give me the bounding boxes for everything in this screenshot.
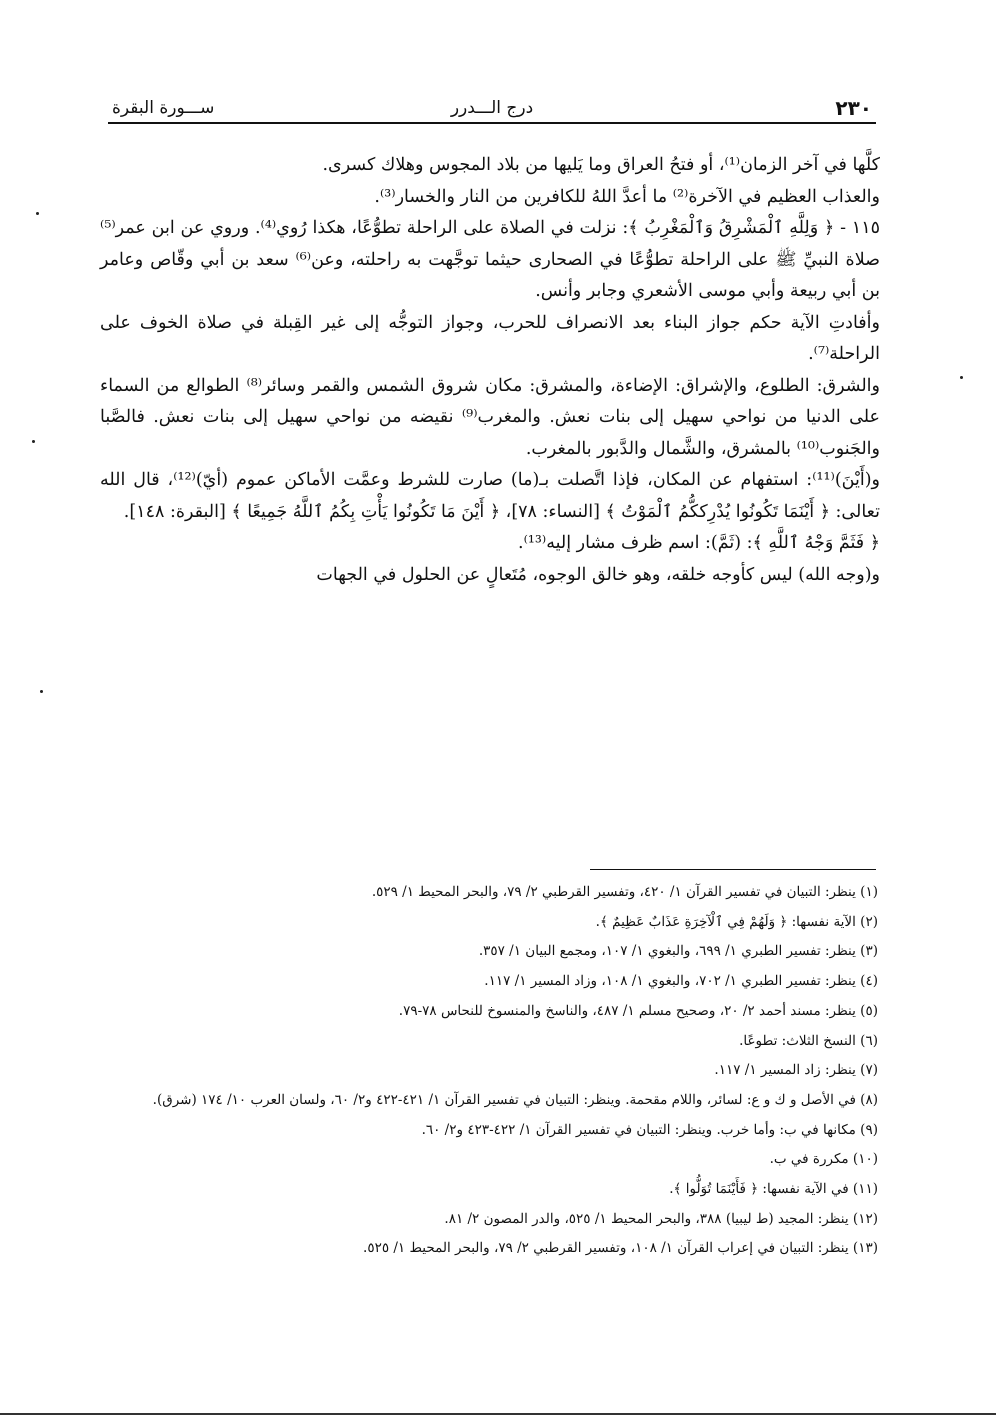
footnote: (١١) في الآية نفسها: ﴿ فَأَيْنَمَا تُوَلُّوا ﴾. — [669, 1181, 878, 1198]
paragraph: وأفادتِ الآية حكم جواز البناء بعد الانصراف للحرب، وجواز التوجُّه إلى غير القِبلة في صلاة الخوف على الراحلة⁽⁷⁾. — [100, 312, 880, 364]
scan-edge — [0, 1413, 996, 1415]
footnote-separator — [590, 869, 876, 870]
footnote: (١٠) مكررة في ب. — [769, 1151, 878, 1168]
paragraph: والشرق: الطلوع، والإشراق: الإضاءة، والمشرق: مكان شروق الشمس والقمر وسائر⁽⁸⁾ الطوالع من السماء على الدنيا من نواحي سهيل إلى بنات نعش. والمغرب⁽⁹⁾ نقيضه من نواحي سهيل إلى بنات نعش. فالصَّبا والجَنوب⁽¹⁰⁾ بالمشرق، والشَّمال والدَّبور بالمغرب. — [100, 375, 880, 459]
paragraph: والعذاب العظيم في الآخرة⁽²⁾ ما أعدَّ اللهُ للكافرين من النار والخسار⁽³⁾. — [374, 186, 880, 207]
footnote: (٥) ينظر: مسند أحمد ٢/ ٢٠، وصحيح مسلم ١/ ٤٨٧، والناسخ والمنسوخ للنحاس ٧٨-٧٩. — [398, 1002, 878, 1019]
paragraph: ١١٥ - ﴿ وَلِلَّهِ ٱلْمَشْرِقُ وَٱلْمَغْرِبُ ﴾: نزلت في الصلاة على الراحلة تطوُّعًا، هكذا رُوي⁽⁴⁾. وروي عن ابن عمر⁽⁵⁾ صلاة النبيِّ ﷺ على الراحلة تطوُّعًا في الصحارى حيثما توجَّهت به راحلته، وعن⁽⁶⁾ سعد بن أبي وقّاص وعامر بن أبي ربيعة وأبي موسى الأشعري وجابر وأنس. — [100, 218, 880, 301]
scan-speck — [960, 376, 963, 379]
footnote: (٩) مكانها في ب: وأما خرب. وينظر: التبيان في تفسير القرآن ١/ ٤٢٢-٤٢٣ و٢/ ٦٠. — [421, 1121, 878, 1138]
scan-speck — [40, 690, 43, 693]
main-text — [100, 150, 880, 591]
footnote: (١٣) ينظر: التبيان في إعراب القرآن ١/ ١٠٨، وتفسير القرطبي ٢/ ٧٩، والبحر المحيط ١/ ٥٢٥. — [363, 1240, 878, 1257]
paragraph: ﴿ فَثَمَّ وَجْهُ ٱللَّهِ ﴾: (ثَمَّ): اسم ظرف مشار إليه⁽¹³⁾. — [518, 533, 880, 553]
footnote: (٧) ينظر: زاد المسير ١/ ١١٧. — [714, 1062, 878, 1079]
scan-speck — [32, 440, 35, 443]
footnote: (٨) في الأصل و ك و ع: لسائر، واللام مقحمة. وينظر: التبيان في تفسير القرآن ١/ ٤٢١-٤٢٢ و٢/ ٦٠، ولسان العرب ١٠/ ١٧٤ (شرق). — [152, 1091, 878, 1108]
running-header — [108, 96, 876, 124]
footnotes — [100, 878, 878, 1264]
surah-name: ســـورة البقرة — [112, 98, 215, 118]
book-title: درج الـــدرر — [450, 98, 534, 118]
paragraph: و(أَيْنَ)⁽¹¹⁾: استفهام عن المكان، فإذا اتَّصلت بـ(ما) صارت للشرط وعمَّت الأماكن عموم (أيّ)⁽¹²⁾، قال الله تعالى: ﴿ أَيْنَمَا تَكُونُوا يُدْرِككُّمُ ٱلْمَوْتُ ﴾ [النساء: ٧٨]، ﴿ أَيْنَ مَا تَكُونُوا يَأْتِ بِكُمُ ٱللَّهُ جَمِيعًا ﴾ [البقرة: ١٤٨]. — [100, 470, 880, 522]
footnote: (٢) الآية نفسها: ﴿ وَلَهُمْ فِي ٱلْآخِرَةِ عَذَابٌ عَظِيمٌ ﴾. — [595, 913, 878, 930]
footnote: (٦) النسخ الثلاث: تطوعًا. — [739, 1032, 878, 1049]
scan-speck — [36, 212, 39, 215]
paragraph: كلَّها في آخر الزمان⁽¹⁾، أو فتحُ العراق وما يَليها من بلاد المجوس وهلاك كسرى. — [322, 155, 880, 175]
footnote: (٤) ينظر: تفسير الطبري ١/ ٧٠٢، والبغوي ١/ ١٠٨، وزاد المسير ١/ ١١٧. — [484, 973, 878, 990]
footnote: (٣) ينظر: تفسير الطبري ١/ ٦٩٩، والبغوي ١/ ١٠٧، ومجمع البيان ١/ ٣٥٧. — [478, 943, 878, 960]
footnote: (١) ينظر: التبيان في تفسير القرآن ١/ ٤٢٠، وتفسير القرطبي ٢/ ٧٩، والبحر المحيط ١/ ٥٢٩. — [371, 884, 878, 900]
footnote: (١٢) ينظر: المجيد (ط ليبيا) ٣٨٨، والبحر المحيط ١/ ٥٢٥، والدر المصون ٢/ ٨١. — [444, 1210, 878, 1227]
page-number: ٢٣٠ — [835, 96, 872, 120]
paragraph: و(وجه الله) ليس كأوجه خلقه، وهو خالق الوجوه، مُتَعالٍ عن الحلول في الجهات — [316, 564, 880, 585]
